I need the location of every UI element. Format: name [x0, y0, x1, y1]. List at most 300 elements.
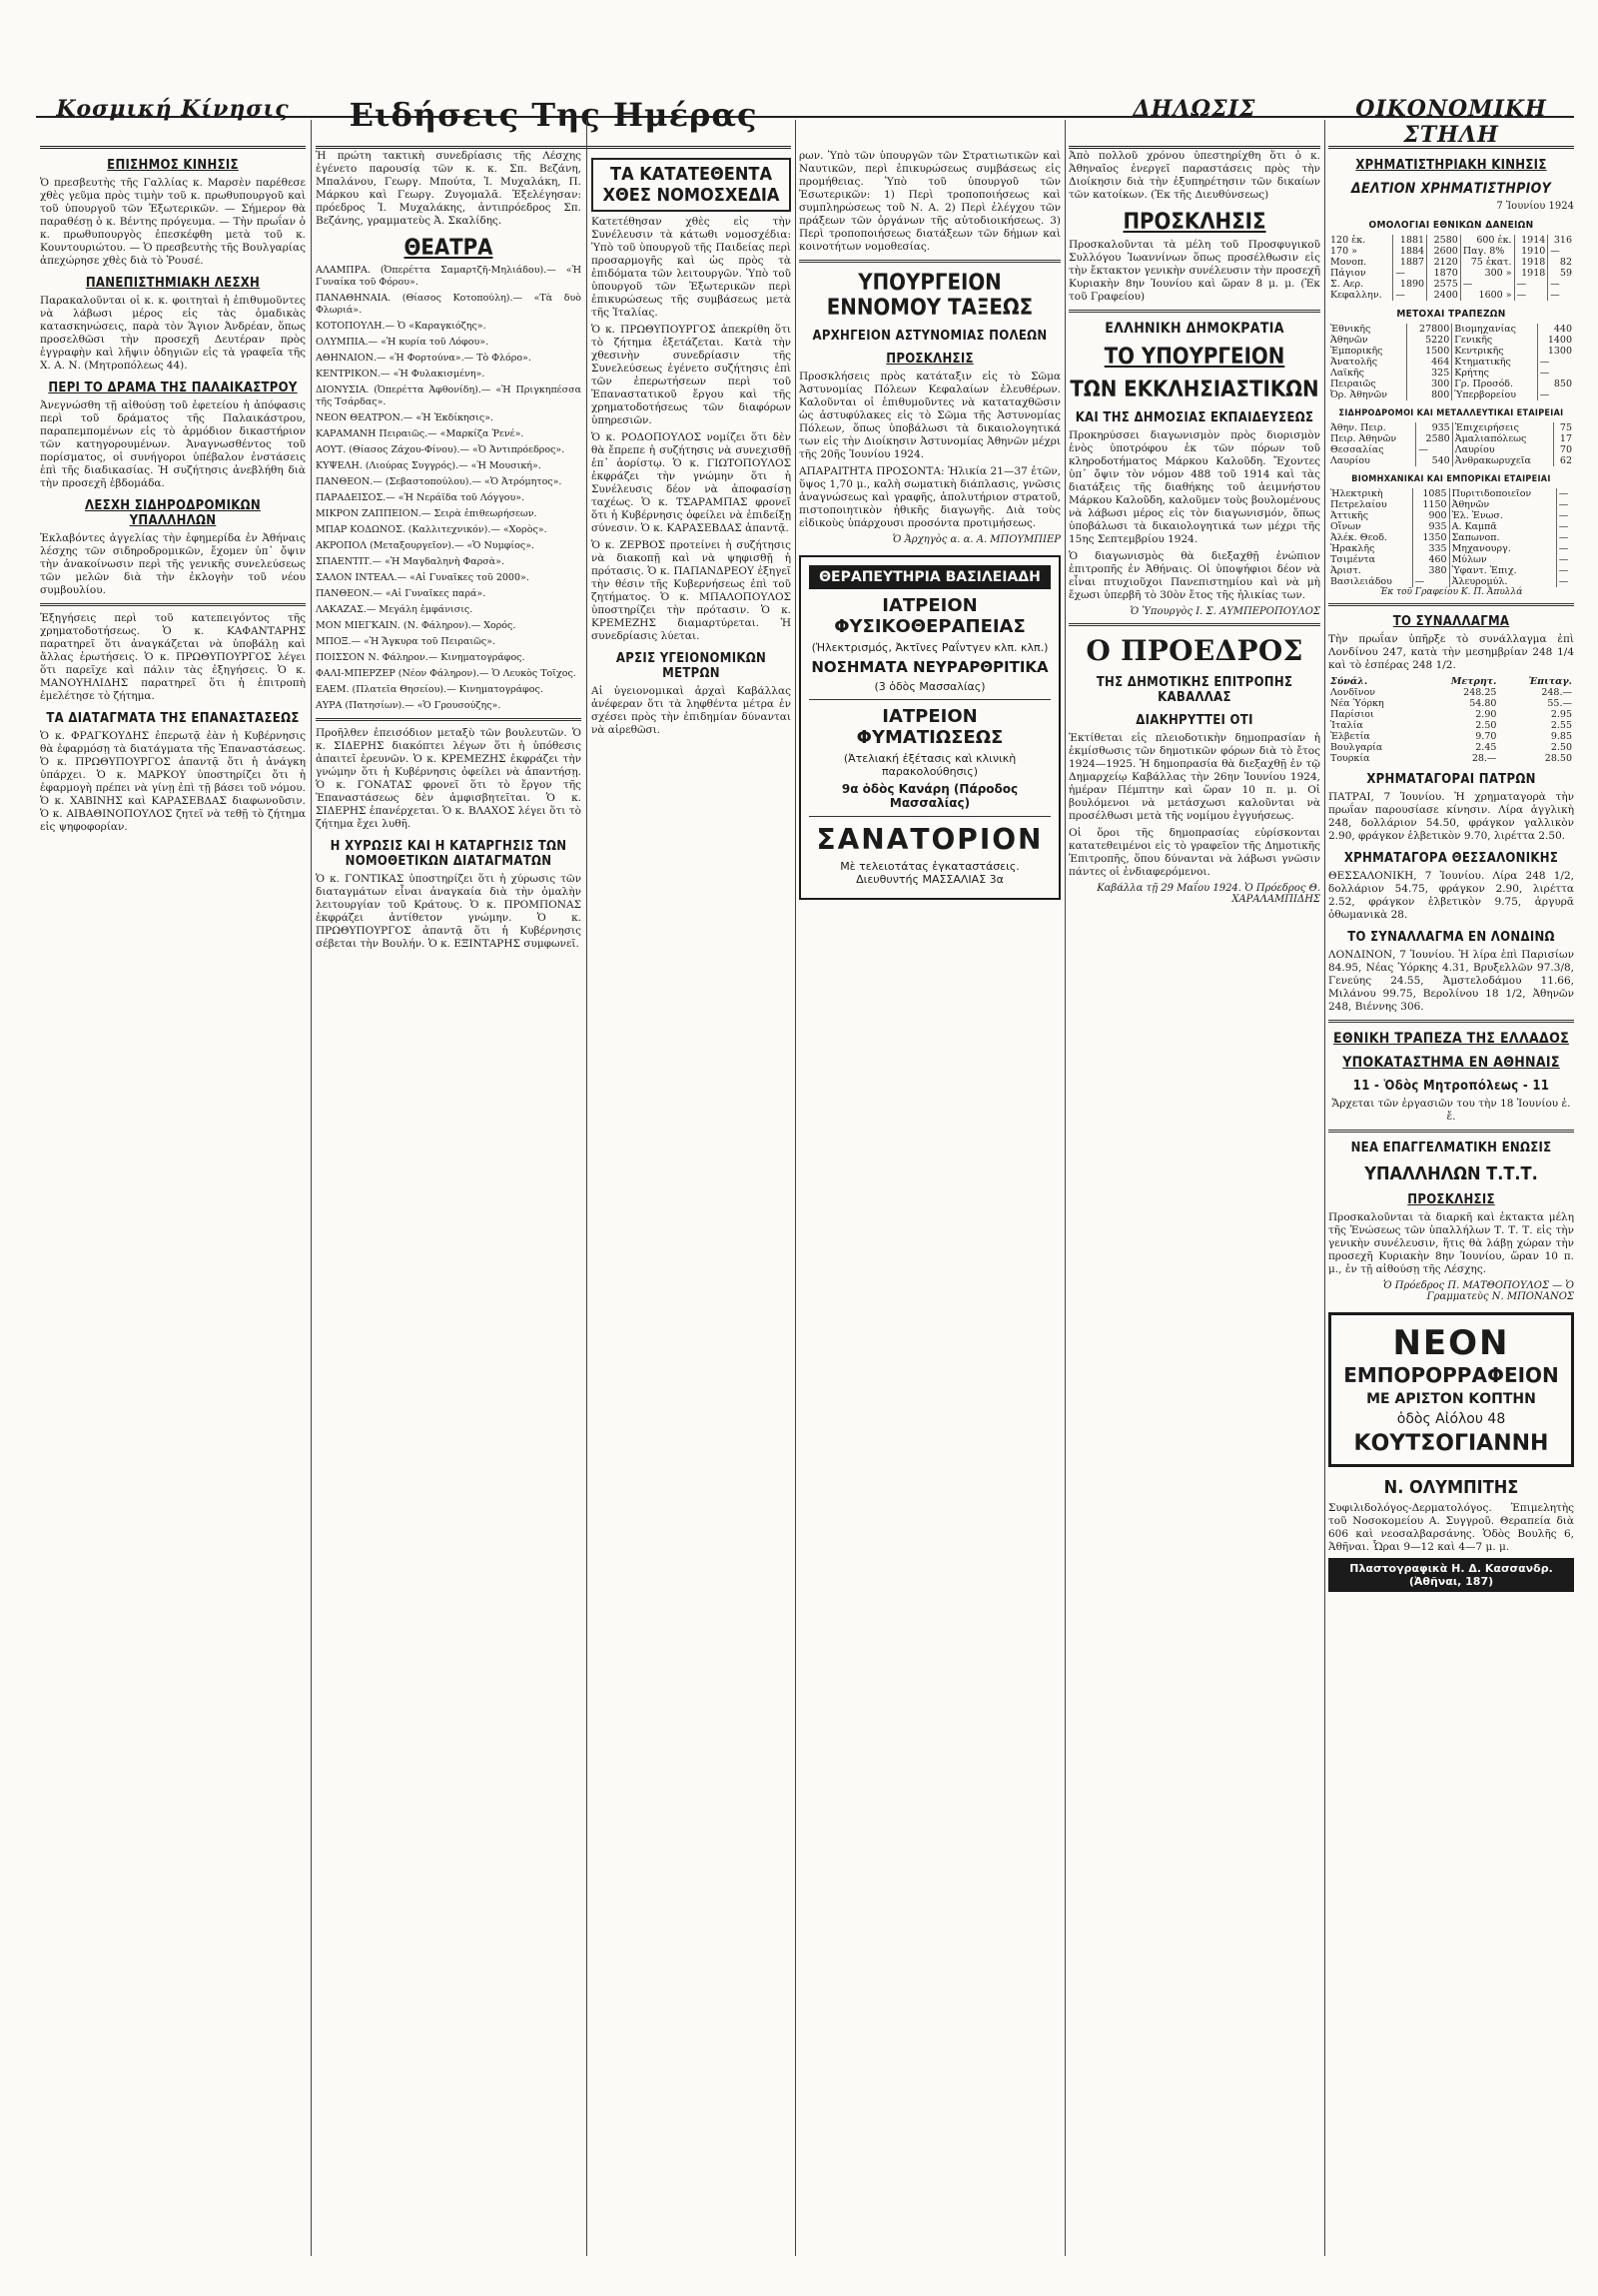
bank-row-cell: 27800 — [1407, 324, 1452, 335]
loan-row-cell: 82 — [1559, 257, 1572, 268]
fx-row — [1328, 731, 1574, 742]
industry-row-cell: — — [1558, 554, 1569, 565]
bank-row-cell: 1400 — [1547, 335, 1572, 346]
banner-eidiseis: Ειδήσεις Της Ημέρας — [316, 96, 791, 149]
industry-row-cell: Ἀττικῆς — [1328, 510, 1412, 521]
loan-row-cell: — — [1550, 246, 1560, 257]
rail-row-cell: — — [1416, 444, 1452, 455]
divider — [316, 718, 581, 721]
loan-row-cell: 75 ἐκατ. — [1460, 257, 1514, 268]
bank-row — [1328, 368, 1574, 379]
signature: Ὁ Ὑπουργὸς Ι. Σ. ΑΥΜΠΕΡΟΠΟΥΛΟΣ — [1130, 606, 1320, 617]
article-text: ρων. Ὑπὸ τῶν ὑπουργῶν τῶν Στρατιωτικῶν καὶ Ναυτικῶν, περὶ ἐπικυρώσεως συμβάσεως εἰς προμήθειας. Ὑπὸ τοῦ ὑπουργοῦ τῶν Ἐσωτερικῶν: 1) Περὶ τροποποιήσεως καὶ συμπληρώσεως τοῦ Ν. Α. 2) Περὶ ἐλέγχου τῶν πράξεων τῶν ὀργάνων τῆς αὐτοδιοικήσεως. 3) Περὶ τροποποιήσεως διατάξεων τῶν δήμων καὶ κοινοτήτων νομοθεσίας. — [799, 150, 1061, 253]
article-text: Ἐκλαβόντες ἀγγελίας τὴν ἐφημερίδα ἐν Ἀθήναις λέσχης τῶν σιδηροδρομικῶν, ἔχομεν ὑπ᾽ ὄψιν τὴν ἀνακοίνωσιν περὶ τῆς γενικῆς συνελεύσεως τῶν μελῶν διὰ τὴν ἐκλογὴν τοῦ νέου συμβουλίου. — [40, 532, 306, 596]
rail-row-cell: 75 — [1559, 422, 1572, 433]
loan-row — [1328, 257, 1574, 268]
rail-row — [1328, 422, 1574, 433]
article-text: Προσκαλοῦνται τὰ διαρκῆ καὶ ἐκτακτα μέλη τῆς Ἑνώσεως τῶν ὑπαλλήλων Τ. Τ. Τ. εἰς τὴν γενικὴν συνέλευσιν, ἥτις θὰ λάβῃ χώραν τὴν προσεχῆ Κυριακὴν 8ην Ἰουνίου, ὥραν 10 π. μ., ἐν τῇ αἰθούσῃ τῆς Λέσχης. — [1328, 1211, 1574, 1275]
bank-row-cell: 1300 — [1547, 346, 1572, 357]
loan-row-cell: — — [1393, 290, 1427, 301]
table-heading: ΟΜΟΛΟΓΙΑΙ ΕΘΝΙΚΩΝ ΔΑΝΕΙΩΝ — [1368, 220, 1534, 231]
article-text: Τὴν πρωΐαν ὑπῆρξε τὸ συνάλλαγμα ἐπὶ Λονδίνου 247, κατὰ τὴν μεσημβρίαν 248 1/4 καὶ τὸ ἑσπέρας 248 1/2. — [1328, 633, 1574, 671]
banner-cosmiki: Κοσμική Κίνησις — [40, 96, 306, 149]
loan-row — [1328, 290, 1574, 301]
loan-row-cell: 2575 — [1427, 279, 1461, 290]
fx-row-cell: 28.50 — [1544, 753, 1572, 764]
industry-row-cell: Πετρελαίου — [1328, 499, 1412, 510]
ad-title: Ν. ΟΛΥΜΠΙΤΗΣ — [1383, 1477, 1519, 1498]
bank-row-cell: Πειραιῶς — [1328, 379, 1407, 389]
rail-row — [1328, 455, 1574, 466]
ad-line: ΝΟΣΗΜΑΤΑ ΝΕΥΡΑΡΘΡΙΤΙΚΑ — [811, 658, 1049, 676]
article-text: Ἀπὸ πολλοῦ χρόνου ὑπεστηρίχθη ὅτι ὁ κ. Ἀθηναῖος ἐνεργεῖ παραστάσεις πρὸς τὴν Διοίκησιν διὰ τὴν ἐξυπηρέτησιν τῶν δικαίων τῶν κατοίκων. (Ἐκ τῆς Διευθύνσεως) — [1069, 150, 1320, 201]
loan-row-cell: 1881 — [1393, 235, 1427, 246]
fx-row-cell: 54.80 — [1469, 698, 1497, 709]
theatre-item: ΑΟΥΤ. (Θίασος Ζάχου-Φίνου).— «Ὁ Ἀντιπρόεδρος». — [316, 444, 565, 455]
headline: ΤΑ ΔΙΑΤΑΓΜΑΤΑ ΤΗΣ ΕΠΑΝΑΣΤΑΣΕΩΣ — [46, 711, 300, 726]
column-nomosxedia — [591, 150, 791, 2256]
bank-row-cell: 5220 — [1407, 335, 1452, 346]
ad-title: ΕΘΝΙΚΗ ΤΡΑΠΕΖΑ ΤΗΣ ΕΛΛΑΔΟΣ — [1332, 1031, 1570, 1047]
article-text: Παρακαλοῦνται οἱ κ. κ. φοιτηταὶ ἡ ἐπιθυμοῦντες νὰ λάβωσι μέρος εἰς τὰς ὁμαδικὰς κατασκηνώσεις, παρὰ τὸν Ἅγιον Ἀνδρέαν, ὅπως προσελθῶσι τὴν προσεχῆ Δευτέραν πρὸς ἐγγραφὴν καὶ λῆψιν ὁδηγιῶν εἰς τὰ γραφεῖα τῆς Χ. Α. Ν. (Μητροπόλεως 44). — [40, 295, 306, 372]
industry-row-cell: — — [1558, 499, 1569, 510]
industry-row — [1328, 499, 1574, 510]
headline: ΕΛΛΗΝΙΚΗ ΔΗΜΟΚΡΑΤΙΑ — [1105, 321, 1284, 337]
source-note: Ἐκ τοῦ Γραφείου Κ. Π. Ἀπυλλά — [1379, 587, 1523, 597]
loan-row-cell: 2120 — [1427, 257, 1461, 268]
signature: Ὁ Ἀρχηγὸς α. α. Α. ΜΠΟΥΜΠΙΕΡ — [892, 534, 1061, 545]
industry-row-cell: — — [1558, 532, 1569, 543]
divider — [1328, 603, 1574, 606]
fx-row-cell: 248.— — [1541, 687, 1572, 698]
fx-row-cell: 248.25 — [1463, 687, 1497, 698]
theatre-item: ΜΙΚΡΟΝ ΖΑΠΠΕΙΟΝ.— Σειρὰ ἐπιθεωρήσεων. — [316, 508, 537, 519]
fx-row-cell: Τουρκία — [1330, 753, 1370, 764]
industry-row-cell: Σαπωνοπ. — [1449, 532, 1556, 543]
loan-row-cell: 1910 — [1514, 246, 1548, 257]
rail-row — [1328, 433, 1574, 444]
column-ypourgeio — [799, 150, 1061, 2256]
bank-row — [1328, 357, 1574, 368]
industry-row — [1328, 565, 1574, 576]
fx-row-cell: 9.70 — [1475, 731, 1497, 742]
industry-row-cell: 1350 — [1412, 532, 1449, 543]
loan-row-cell: Μονοπ. — [1328, 257, 1393, 268]
bank-row-cell: Λαϊκῆς — [1328, 368, 1407, 379]
bank-row-cell: Ἐμπορικῆς — [1328, 346, 1407, 357]
column-theatres — [316, 150, 581, 2256]
industry-row-cell: 900 — [1412, 510, 1449, 521]
bank-row — [1328, 346, 1574, 357]
industry-row-cell: Τσιμέντα — [1328, 554, 1412, 565]
fx-table — [1328, 676, 1574, 764]
column-divider — [795, 120, 796, 2256]
loan-row — [1328, 279, 1574, 290]
loan-row-cell: 1870 — [1427, 268, 1461, 279]
ad-line: 11 - Ὁδὸς Μητροπόλεως - 11 — [1352, 1079, 1550, 1094]
theatre-item: ΚΥΨΕΛΗ. (Λιούρας Συγγρός).— «Ἡ Μουσική». — [316, 460, 541, 471]
industry-row-cell: 1085 — [1412, 488, 1449, 499]
headline: ΑΡΣΙΣ ΥΓΕΙΟΝΟΜΙΚΩΝ ΜΕΤΡΩΝ — [615, 651, 767, 681]
fx-row — [1328, 709, 1574, 720]
theatre-item: ΝΕΟΝ ΘΕΑΤΡΟΝ.— «Ἡ Ἐκδίκησις». — [316, 412, 494, 423]
loan-row-cell: 2580 — [1427, 235, 1461, 246]
ad-line: (3 ὁδὸς Μασσαλίας) — [874, 680, 986, 693]
subheadline: ΚΑΙ ΤΗΣ ΔΗΜΟΣΙΑΣ ΕΚΠΑΙΔΕΥΣΕΩΣ — [1075, 410, 1314, 425]
fx-row — [1328, 742, 1574, 753]
industry-row-cell: Μηχανουργ. — [1449, 543, 1556, 554]
theatre-item: ΑΘΗΝΑΙΟΝ.— «Ἡ Φορτούνα».— Τὸ Φλόρο». — [316, 353, 531, 364]
headline: ΥΠΑΛΛΗΛΩΝ Τ.Τ.Τ. — [1364, 1163, 1538, 1184]
loan-row-cell: 2400 — [1427, 290, 1461, 301]
loan-row-cell: — — [1460, 279, 1514, 290]
rail-row-cell: Θεσσαλίας — [1328, 444, 1416, 455]
theatre-item: ΚΟΤΟΠΟΥΛΗ.— Ὁ «Καραγκιόζης». — [316, 321, 486, 332]
subheadline: ΠΡΟΣΚΛΗΣΙΣ — [886, 352, 974, 367]
subheadline: ΑΡΧΗΓΕΙΟΝ ΑΣΤΥΝΟΜΙΑΣ ΠΟΛΕΩΝ — [812, 329, 1048, 344]
headline: ΕΠΙΣΗΜΟΣ ΚΙΝΗΣΙΣ — [107, 158, 239, 173]
bank-row-cell: Γρ. Προσόδ. — [1452, 379, 1537, 389]
ad-line: ΚΟΥΤΣΟΓΙΑΝΝΗ — [1353, 1431, 1549, 1456]
article-text: ΑΠΑΡΑΙΤΗΤΑ ΠΡΟΣΟΝΤΑ: Ἡλικία 21—37 ἐτῶν, ὕψος 1,70 μ., καλὴ σωματικὴ διάπλασις, γνῶσις ἀναγνώσεως καὶ γραφῆς, ἀπολυτήριον στρατοῦ, πιστοποιητικὸν ἠθικῆς διαγωγῆς. Διὰ τοὺς εἰδικοὺς ὑπάρχουσι προσόντα προτιμήσεως. — [799, 465, 1061, 529]
article-text: Ἡ πρώτη τακτικὴ συνεδρίασις τῆς Λέσχης ἐγένετο παρουσίᾳ τῶν κ. κ. Σπ. Βεζάνη, Μπαλάνου, Γεωργ. Μπούτα, Ἰ. Μυχαλάκη, Π. Μάρκου καὶ Γεωργ. Ζυγομαλᾶ. Ἐξελέγησαν: πρόεδρος Ἰ. Μυχαλάκης, ἀντιπρόεδρος Σπ. Βεζάνης, γραμματεὺς Ἀ. Σκαλίδης. — [316, 150, 581, 227]
column-divider — [1065, 120, 1066, 2256]
column-cosmiki — [40, 150, 306, 2256]
bank-row-cell: Κεντρικῆς — [1452, 346, 1537, 357]
fx-col-header: Ἐπιταγ. — [1528, 676, 1572, 687]
industry-row-cell: — — [1558, 510, 1569, 521]
industry-row-cell: Ἀθηνῶν — [1449, 499, 1556, 510]
article-text: Κατετέθησαν χθὲς εἰς τὴν Συνέλευσιν τὰ κάτωθι νομοσχέδια: Ὑπὸ τοῦ ὑπουργοῦ τῆς Παιδείας περὶ προσαρμογῆς καὶ ὡς πρὸς τὰ ἐπιδόματα τῶν λειτουργῶν. Ὑπὸ τοῦ ὑπουργοῦ τῶν Ἐξωτερικῶν περὶ ἐπικυρώσεως τῆς συμβάσεως μετὰ τῆς Ἰταλίας. — [591, 216, 791, 319]
industry-row-cell: Μύλων — [1449, 554, 1556, 565]
article-text: Ὁ κ. ΖΕΡΒΟΣ προτείνει ἡ συζήτησις νὰ διακοπῇ καὶ νὰ ψηφισθῇ ἡ πρότασις. Ὁ κ. ΠΑΠΑΝΔΡΕΟΥ ἐξηγεῖ τὴν θέσιν τῆς Κυβερνήσεως ἐπὶ τοῦ ζητήματος. Ὁ κ. ΜΠΑΛΟΠΟΥΛΟΣ ὑποστηρίζει τὴν πρότασιν. Ὁ κ. ΚΡΕΜΕΖΗΣ διαμαρτύρεται. Ἡ συνεδρίασις λύεται. — [591, 539, 791, 642]
theatre-item: ΑΚΡΟΠΟΛ (Μεταξουργεῖον).— «Ὁ Νυμφίος». — [316, 540, 535, 551]
theatre-item: ΛΑΚΑΖΑΣ.— Μεγάλη ἐμφάνισις. — [316, 604, 473, 615]
headline-nomosxedia: ΤΑ ΚΑΤΑΤΕΘΕΝΤΑ ΧΘΕΣ ΝΟΜΟΣΧΕΔΙΑ — [591, 158, 791, 212]
rail-row-cell: 70 — [1559, 444, 1572, 455]
theatre-item: ΑΛΑΜΠΡΑ. (Ὀπερέττα Σαμαρτζῆ-Μηλιάδου).— «Ἡ Γυναίκα τοῦ Φόρου». — [316, 265, 581, 288]
theatre-item: ΔΙΟΝΥΣΙΑ. (Ὀπερέττα Ἀφθονίδη).— «Ἡ Πριγκηπέσσα τῆς Τσάρδας». — [316, 384, 581, 407]
industry-row-cell: Ἀλευρομύλ. — [1449, 576, 1556, 587]
column-divider — [311, 120, 312, 2256]
bank-row-cell: 850 — [1553, 379, 1572, 389]
industry-row-cell: Ὑφαντ. Ἐπιχ. — [1449, 565, 1556, 576]
industry-row-cell: Βασιλειάδου — [1328, 576, 1412, 587]
industry-row-cell: — — [1558, 543, 1569, 554]
theatre-item: ΠΑΝΘΕΟΝ.— «Αἱ Γυναῖκες παρά». — [316, 588, 486, 599]
theatre-item: ΜΠΟΞ.— «Ἡ Ἄγκυρα τοῦ Πειραιῶς». — [316, 636, 495, 647]
subheadline: ΠΡΟΣΚΛΗΣΙΣ — [1407, 1192, 1495, 1207]
column-diloseis — [1069, 150, 1320, 2256]
article-text: Ὁ κ. ΠΡΩΘΥΠΟΥΡΓΟΣ ἀπεκρίθη ὅτι τὸ ζήτημα ἐξετάζεται. Κατὰ τὴν χθεσινὴν συνεδρίασιν τῆς Συνελεύσεως ἐγένετο συζήτησις ἐπὶ τῶν ἐπερωτήσεων περὶ τοῦ Ἐπαναστατικοῦ ἔργου καὶ τῆς χρηματοδοτήσεως τῶν διαφόρων ὑπηρεσιῶν. — [591, 324, 791, 426]
article-text: ΘΕΣΣΑΛΟΝΙΚΗ, 7 Ἰουνίου. Λίρα 248 1/2, δολλάριον 54.75, φράγκον 2.90, λιρέττα 2.52, φράγκον ἑλβετικὸν 9.75, ἀργυρᾶ ὀθωμανικὰ 28. — [1328, 870, 1574, 921]
theatre-item: ΣΠΑΕΝΤΙΤ.— «Ἡ Μαγδαληνὴ Φαρσὰ». — [316, 556, 505, 567]
loan-row-cell: — — [1514, 290, 1548, 301]
article-text: Ὁ πρεσβευτὴς τῆς Γαλλίας κ. Μαρσὲν παρέθεσε χθὲς γεῦμα πρὸς τιμὴν τοῦ κ. πρωθυπουργοῦ καὶ τοῦ ὑπουργοῦ τῶν Ἐξωτερικῶν. — Σήμερον θὰ παραθέσῃ ὁ κ. Βέντης πρόγευμα. — Τὴν πρωΐαν ὁ κ. πρωθυπουργὸς ἐπεσκέφθη μετὰ τοῦ κ. Κουντουριώτου. — Ὁ πρεσβευτὴς τῆς Βουλγαρίας ἀπεχώρησε χθὲς διὰ τὸ Ῥουσέ. — [40, 177, 306, 267]
industry-row — [1328, 488, 1574, 499]
article-text: Ὁ κ. ΡΟΔΟΠΟΥΛΟΣ νομίζει ὅτι δὲν θὰ ἔπρεπε ἡ συζήτησις νὰ συνεχισθῇ ἐπ᾽ ἀορίστῳ. Ὁ κ. ΓΙΩΤΟΠΟΥΛΟΣ ἐκφράζει τὴν γνώμην ὅτι ἡ Συνέλευσις δέον νὰ ἀποφασίσῃ ταχέως. Ὁ κ. ΤΣΑΡΑΜΠΑΣ φρονεῖ ὅτι ἡ Κυβέρνησις ὀφείλει νὰ ἐπιδείξῃ σύνεσιν. Ὁ κ. ΚΑΡΑΣΕΒΔΑΣ ἀπαντᾷ. — [591, 431, 791, 534]
loan-row-cell: — — [1514, 279, 1548, 290]
industry-row-cell: Ἀλέκ. Θεοδ. — [1328, 532, 1412, 543]
theatre-item: ΠΟΙΣΣΟΝ Ν. Φάληρον.— Κινηματογράφος. — [316, 652, 525, 663]
industry-row — [1328, 554, 1574, 565]
loan-row-cell: — — [1550, 279, 1560, 290]
rail-row-cell: Ἀνθρακωρυχεῖα — [1452, 455, 1553, 466]
column-divider — [1324, 120, 1325, 2256]
loan-row-cell: Πάγιον — [1328, 268, 1393, 279]
theatre-item: ΣΑΛΟΝ ΙΝΤΕΑΛ.— «Αἱ Γυναῖκες τοῦ 2000». — [316, 572, 529, 583]
ad-line: 9α ὁδὸς Κανάρη (Πάροδος Μασσαλίας) — [841, 782, 1019, 810]
industry-row-cell: Πυριτιδοποιεῖον — [1449, 488, 1556, 499]
rail-row-cell: Ἀθην. Πειρ. — [1328, 422, 1416, 433]
loan-row-cell: 1600 » — [1460, 290, 1514, 301]
headline: Η ΧΥΡΩΣΙΣ ΚΑΙ Η ΚΑΤΑΡΓΗΣΙΣ ΤΩΝ ΝΟΜΟΘΕΤΙΚΩΝ ΔΙΑΤΑΓΜΑΤΩΝ — [330, 839, 567, 869]
rail-row-cell: Πειρ. Ἀθηνῶν — [1328, 433, 1416, 444]
rail-row-cell: 540 — [1416, 455, 1452, 466]
headline-theatres: ΘΕΑΤΡΑ — [403, 236, 493, 261]
loan-row — [1328, 235, 1574, 246]
banner-oikonomiki: ΟΙΚΟΝΟΜΙΚΗ ΣΤΗΛΗ — [1328, 96, 1574, 149]
bank-row-cell: 300 — [1407, 379, 1452, 389]
article-text: Προσκαλοῦνται τὰ μέλη τοῦ Προσφυγικοῦ Συλλόγου Ἰωαννίνων ὅπως προσέλθωσιν εἰς τὴν ἔκτακτον γενικὴν συνέλευσιν τὴν προσεχῆ Κυριακὴν 8ην Ἰουνίου καὶ ὥραν 8 μ. μ. (Ἐκ τοῦ Γραφείου) — [1069, 239, 1320, 303]
industry-row-cell: — — [1558, 565, 1569, 576]
bank-row-cell: 464 — [1407, 357, 1452, 368]
rail-table — [1328, 422, 1574, 466]
ad-line: ΙΑΤΡΕΙΟΝ ΦΥΣΙΚΟΘΕΡΑΠΕΙΑΣ — [834, 595, 1026, 637]
fx-row-cell: 2.45 — [1475, 742, 1497, 753]
loan-row-cell: — — [1393, 268, 1427, 279]
loan-row-cell: 1887 — [1393, 257, 1427, 268]
column-divider — [586, 120, 587, 2256]
bank-row — [1328, 324, 1574, 335]
bank-row-cell: Γενικῆς — [1452, 335, 1537, 346]
bank-row-cell: Κτηματικῆς — [1452, 357, 1537, 368]
divider — [1069, 310, 1320, 313]
ad-empororrafeion — [1328, 1312, 1574, 1467]
fx-row-cell: Ἰταλία — [1330, 720, 1363, 731]
fx-row-cell: 55.— — [1547, 698, 1572, 709]
loan-row-cell: Κεφαλλην. — [1328, 290, 1393, 301]
article-text: ΠΑΤΡΑΙ, 7 Ἰουνίου. Ἡ χρηματαγορὰ τὴν πρωΐαν παρουσίασε κίνησιν. Λίρα ἀγγλικὴ 248, δολλάριον 54.50, φράγκον γαλλικὸν 2.90, φράγκον ἑλβετικὸν 9.70, λιρέττα 2.50. — [1328, 791, 1574, 842]
industry-row-cell: Α. Καμπᾶ — [1449, 521, 1556, 532]
ad-title: ΘΕΡΑΠΕΥΤΗΡΙΑ ΒΑΣΙΛΕΙΑΔΗ — [809, 565, 1051, 589]
theatre-item: ΦΑΛΙ-ΜΠΕΡΖΕΡ (Νέον Φάληρον).— Ὁ Λευκὸς Τοῖχος. — [316, 668, 576, 679]
bank-row-cell: 1500 — [1407, 346, 1452, 357]
ad-therapeutiria — [799, 555, 1061, 900]
loan-row-cell: 120 ἐκ. — [1328, 235, 1393, 246]
headline: ΠΑΝΕΠΙΣΤΗΜΙΑΚΗ ΛΕΣΧΗ — [85, 276, 261, 291]
bank-row-cell: Βιομηχανίας — [1452, 324, 1537, 335]
industry-row-cell: — — [1558, 576, 1569, 587]
bank-row-cell: Ἐθνικῆς — [1328, 324, 1407, 335]
bank-row-cell: Κρήτης — [1452, 368, 1537, 379]
divider — [1069, 623, 1320, 626]
divider — [809, 816, 1051, 817]
headline: ΤΩΝ ΕΚΚΛΗΣΙΑΣΤΙΚΩΝ — [1070, 378, 1319, 402]
ad-line: ΥΠΟΚΑΤΑΣΤΗΜΑ ΕΝ ΑΘΗΝΑΙΣ — [1342, 1055, 1560, 1071]
loan-row-cell: — — [1550, 290, 1560, 301]
rail-row-cell: 17 — [1559, 433, 1572, 444]
date: 7 Ἰουνίου 1924 — [1496, 201, 1574, 212]
headline: ΠΡΟΣΚΛΗΣΙΣ — [1123, 210, 1266, 235]
bank-row-cell: Ὀρ. Ἀθηνῶν — [1328, 389, 1407, 400]
loan-row-cell: 300 » — [1460, 268, 1514, 279]
bank-row-cell: Ὑπερβορείου — [1452, 389, 1537, 400]
industry-row — [1328, 576, 1574, 587]
ad-line: ΜΕ ΑΡΙΣΤΟΝ ΚΟΠΤΗΝ — [1366, 1391, 1536, 1407]
loan-row-cell: 1918 — [1514, 268, 1548, 279]
fx-row-cell: 2.95 — [1550, 709, 1572, 720]
ad-line: (Ἀτελιακή ἐξέτασις καὶ κλινικὴ παρακολούθησις) — [843, 752, 1017, 778]
bank-row-cell: — — [1539, 368, 1550, 379]
fx-row-cell: 2.50 — [1475, 720, 1497, 731]
rail-row-cell: Ἐπιχειρήσεις — [1452, 422, 1553, 433]
rail-row-cell: 935 — [1416, 422, 1452, 433]
industry-row-cell: Ἡρακλῆς — [1328, 543, 1412, 554]
bank-row-cell: Ἀνατολῆς — [1328, 357, 1407, 368]
divider — [1328, 1130, 1574, 1133]
fx-row-cell: Βουλγαρία — [1330, 742, 1383, 753]
fx-row-cell: 2.90 — [1475, 709, 1497, 720]
industry-row-cell: 1150 — [1412, 499, 1449, 510]
subheadline: ΔΕΛΤΙΟΝ ΧΡΗΜΑΤΙΣΤΗΡΙΟΥ — [1350, 181, 1552, 197]
fx-row-cell: 9.85 — [1550, 731, 1572, 742]
theatre-item: ΜΟΝ ΜΙΕΓΚΑΙΝ. (Ν. Φάληρον).— Χορός. — [316, 620, 516, 631]
theatre-item: ΚΑΡΑΜΑΝΗ Πειραιῶς.— «Μαρκίζα Ῥενέ». — [316, 428, 524, 439]
industry-row-cell: 380 — [1412, 565, 1449, 576]
industry-row — [1328, 510, 1574, 521]
headline: ΧΡΗΜΑΤΑΓΟΡΑ ΘΕΣΣΑΛΟΝΙΚΗΣ — [1343, 851, 1559, 866]
loan-row-cell: 59 — [1559, 268, 1572, 279]
loan-row-cell: 170 » — [1328, 246, 1393, 257]
headline: ΧΡΗΜΑΤΙΣΤΗΡΙΑΚΗ ΚΙΝΗΣΙΣ — [1355, 158, 1547, 173]
headline: ΧΡΗΜΑΤΑΓΟΡΑΙ ΠΑΤΡΩΝ — [1366, 772, 1536, 787]
rail-row — [1328, 444, 1574, 455]
ad-line: ὁδὸς Αἰόλου 48 — [1396, 1411, 1506, 1427]
industry-row — [1328, 521, 1574, 532]
subheadline: ΔΙΑΚΗΡΥΤΤΕΙ ΟΤΙ — [1136, 713, 1253, 728]
article-text: Προῆλθεν ἐπεισόδιον μεταξὺ τῶν βουλευτῶν. Ὁ κ. ΣΙΔΕΡΗΣ διακόπτει λέγων ὅτι ἡ ὑπόθεσις ἀπαιτεῖ ἐρευνῶν. Ὁ κ. ΚΡΕΜΕΖΗΣ ἐκφράζει τὴν γνώμην ὅτι ἡ Κυβέρνησις ὀφείλει νὰ ἀπαντήσῃ. Ὁ κ. ΓΟΝΑΤΑΣ φρονεῖ ὅτι τὸ ἔργον τῆς Ἐπαναστάσεως δὲν ἀμφισβητεῖται. Ὁ κ. ΣΙΔΕΡΗΣ ἐπανέρχεται. Ὁ κ. ΒΛΑΧΟΣ λέγει ὅτι τὸ ζήτημα ἔχει λυθῆ. — [316, 727, 581, 830]
theatre-item: ΕΑΕΜ. (Πλατεῖα Θησείου).— Κινηματογράφος. — [316, 684, 543, 695]
fx-col-header: Μετρητ. — [1450, 676, 1497, 687]
loans-table — [1328, 235, 1574, 301]
divider — [799, 260, 1061, 263]
headline: Ο ΠΡΟΕΔΡΟΣ — [1086, 634, 1303, 667]
fx-row-cell: Λονδῖνον — [1330, 687, 1376, 698]
bank-row-cell: — — [1539, 357, 1550, 368]
article-text: ΛΟΝΔΙΝΟΝ, 7 Ἰουνίου. Ἡ λίρα ἐπὶ Παρισίων 84.95, Νέας Ὑόρκης 4.31, Βρυξελλῶν 97.3/8, Γενεύης 24.55, Ἀμστελοδάμου 11.66, Μιλάνου 99.75, Βερολίνου 18 1/2, Ἀθηνῶν 248, Βιέννης 306. — [1328, 949, 1574, 1013]
theatre-item: ΠΑΡΑΔΕΙΣΟΣ.— «Ἡ Νεράϊδα τοῦ Λόγγου». — [316, 492, 525, 503]
ad-line: ΝΕΟΝ — [1392, 1323, 1510, 1363]
column-oikonomiki — [1328, 150, 1574, 2256]
industry-row-cell: — — [1412, 576, 1449, 587]
article-text: Αἱ ὑγειονομικαὶ ἀρχαὶ Καβάλλας ἀνέφεραν ὅτι τὰ ληφθέντα μέτρα ἐν σχέσει πρὸς τὴν ἐπιδημίαν δύνανται νὰ αἰρεθῶσι. — [591, 685, 791, 736]
table-heading: ΒΙΟΜΗΧΑΝΙΚΑΙ ΚΑΙ ΕΜΠΟΡΙΚΑΙ ΕΤΑΙΡΕΙΑΙ — [1351, 474, 1551, 484]
article-text: Ὁ διαγωνισμὸς θὰ διεξαχθῇ ἐνώπιον ἐπιτροπῆς ἐν Ἀθήναις. Οἱ ὑποψήφιοι δέον νὰ εἶναι πτυχιοῦχοι Πανεπιστημίου καὶ νὰ μὴ ἔχωσι ὑπερβῆ τὸ 30ὸν ἔτος τῆς ἡλικίας των. — [1069, 550, 1320, 601]
signature: Καβάλλα τῇ 29 Μαΐου 1924. Ὁ Πρόεδρος Θ. ΧΑΡΑΛΑΜΠΙΔΗΣ — [1097, 883, 1320, 905]
fx-row-cell: Ἑλβετία — [1330, 731, 1370, 742]
divider — [1328, 1020, 1574, 1023]
loan-row — [1328, 246, 1574, 257]
loan-row-cell: Παγ. 8% — [1460, 246, 1514, 257]
fx-row-cell: Νέα Ὑόρκη — [1330, 698, 1384, 709]
loan-row-cell: Σ. Αερ. — [1328, 279, 1393, 290]
industry-row-cell: Ἠλεκτρικὴ — [1328, 488, 1412, 499]
article-text: Ἐκτίθεται εἰς πλειοδοτικὴν δημοπρασίαν ἡ ἐκμίσθωσις τῶν δημοτικῶν φόρων διὰ τὸ ἔτος 1924—1925. Ἡ δημοπρασία θὰ διεξαχθῇ ἐν τῷ Δημαρχείῳ Καβάλλας τὴν 26ην Ἰουνίου 1924, ἡμέραν Πέμπτην καὶ ὥραν 10 π. μ. Οἱ βουλόμενοι νὰ μετάσχωσι καλοῦνται νὰ προσέλθωσι μετὰ τῆς νομίμου ἐγγυήσεως. — [1069, 732, 1320, 822]
rail-row-cell: 2580 — [1416, 433, 1452, 444]
headline: ΤΟ ΣΥΝΑΛΛΑΓΜΑ — [1392, 614, 1510, 629]
theatre-list — [316, 265, 581, 712]
ad-line: Ἄρχεται τῶν ἐργασιῶν του τὴν 18 Ἰουνίου ἐ. ἔ. — [1331, 1098, 1571, 1123]
industry-table — [1328, 488, 1574, 587]
theatre-item: ΠΑΝΑΘΗΝΑΙΑ. (Θίασος Κοτοπούλη).— «Τὰ δυὸ Φλωριά». — [316, 293, 581, 316]
bank-row-cell: — — [1539, 389, 1550, 400]
industry-row-cell: Ἐλ. Ἐνωσ. — [1449, 510, 1556, 521]
industry-row-cell: 935 — [1412, 521, 1449, 532]
table-heading: ΣΙΔΗΡΟΔΡΟΜΟΙ ΚΑΙ ΜΕΤΑΛΛΕΥΤΙΚΑΙ ΕΤΑΙΡΕΙΑΙ — [1338, 408, 1564, 418]
bank-row-cell: 440 — [1553, 324, 1572, 335]
loan-row-cell: 1914 — [1514, 235, 1548, 246]
fx-row — [1328, 720, 1574, 731]
fx-row — [1328, 753, 1574, 764]
bank-row — [1328, 389, 1574, 400]
loan-row-cell: 316 — [1553, 235, 1572, 246]
industry-row — [1328, 532, 1574, 543]
rail-row-cell: 62 — [1559, 455, 1572, 466]
signature: Ὁ Πρόεδρος Π. ΜΑΤΘΟΠΟΥΛΟΣ — Ὁ Γραμματεὺς Ν. ΜΠΟΝΑΝΟΣ — [1382, 1280, 1574, 1302]
headline: ΠΕΡΙ ΤΟ ΔΡΑΜΑ ΤΗΣ ΠΑΛΑΙΚΑΣΤΡΟΥ — [48, 381, 298, 395]
article-text: Προκηρύσσει διαγωνισμὸν πρὸς διορισμὸν ἑνὸς ὑποτρόφου ἐκ τῶν πόρων τοῦ κληροδοτήματος Μάρκου Καλοῦδη. Ἔχοντες ὑπ᾽ ὄψιν τὸν νόμον 488 τοῦ 1914 καὶ τὰς διατάξεις τῆς διαθήκης τοῦ ἀειμνήστου Μάρκου Καλοῦδη, καλοῦμεν τοὺς βουλομένους νὰ λάβωσι μέρος εἰς τὸν διαγωνισμόν, ὅπως ὑποβάλωσι τὰ δικαιολογητικά των μέχρι τῆς 15ης Σεπτεμβρίου 1924. — [1069, 429, 1320, 545]
table-heading: ΜΕΤΟΧΑΙ ΤΡΑΠΕΖΩΝ — [1396, 309, 1506, 320]
bank-row-cell: 325 — [1407, 368, 1452, 379]
divider — [809, 699, 1051, 700]
article-text: Ἐξηγήσεις περὶ τοῦ κατεπειγόντος τῆς χρηματοδοτήσεως. Ὁ κ. ΚΑΦΑΝΤΑΡΗΣ παρατηρεῖ ὅτι ἀναγκάζεται νὰ ὑποβάλῃ καὶ ἄλλας ἐρωτήσεις. Ὁ κ. ΠΡΩΘΥΠΟΥΡΓΟΣ λέγει ὅτι παρεῖχε καὶ πάλιν τὰς ἐξηγήσεις. Ὁ κ. ΜΑΝΟΥΗΛΙΔΗΣ παρατηρεῖ ὅτι ἡ ἐπιτροπὴ ἐμελέτησε τὸ ζήτημα. — [40, 612, 306, 702]
theatre-item: ΜΠΑΡ ΚΟΔΩΝΟΣ. (Καλλιτεχνικόν).— «Χορὸς». — [316, 524, 547, 535]
industry-row-cell: 335 — [1412, 543, 1449, 554]
fx-row-cell: Παρίσιοι — [1330, 709, 1374, 720]
loan-row-cell: 600 ἐκ. — [1460, 235, 1514, 246]
article-text: Ὁ κ. ΦΡΑΓΚΟΥΔΗΣ ἐπερωτᾷ ἐὰν ἡ Κυβέρνησις θὰ ἐφαρμόσῃ τὰ διατάγματα τῆς Ἐπαναστάσεως. Ὁ κ. ΠΡΩΘΥΠΟΥΡΓΟΣ ἀπαντᾷ ὅτι ἡ ἀνάγκη ὑπάρχει. Ὁ κ. ΜΑΡΚΟΥ ὑποστηρίζει ὅτι ἡ ἐφαρμογὴ πρέπει νὰ γίνῃ ἐπὶ τῇ βάσει τοῦ νόμου. Ὁ κ. ΧΑΒΙΝΗΣ καὶ ΚΑΡΑΣΕΒΔΑΣ διαφωνοῦσιν. Ὁ κ. ΑΙΒΑΘΙΝΟΠΟΥΛΟΣ ζητεῖ νὰ τεθῇ τὸ ζήτημα εἰς ψηφοφορίαν. — [40, 730, 306, 833]
headline: ΤΟ ΣΥΝΑΛΛΑΓΜΑ ΕΝ ΛΟΝΔΙΝΩ — [1347, 930, 1555, 945]
article-text: Ἀνεγνώσθη τῇ αἰθούσῃ τοῦ ἐφετείου ἡ ἀπόφασις περὶ τοῦ δράματος τῆς Παλαικάστρου, παραπεμπομένων εἰς τὸ ἁρμόδιον δικαστήριον τῶν κατηγορουμένων. Ἀναγνωσθέντος τοῦ πορίσματος, οἱ συνήγοροι ὑπέβαλον ἐνστάσεις ἐπὶ τῆς διαδικασίας. Ἡ συζήτησις ἀνεβλήθη διὰ τὴν προσεχῆ ἑβδομάδα. — [40, 399, 306, 489]
industry-row-cell: 460 — [1412, 554, 1449, 565]
ad-line: ΙΑΤΡΕΙΟΝ ΦΥΜΑΤΙΩΣΕΩΣ — [856, 706, 1004, 748]
fx-row-cell: 2.50 — [1550, 742, 1572, 753]
loan-row — [1328, 268, 1574, 279]
headline-ypourgeio: ΥΠΟΥΡΓΕΙΟΝ ΕΝΝΟΜΟΥ ΤΑΞΕΩΣ — [826, 271, 1034, 321]
bank-row — [1328, 379, 1574, 389]
bank-ad — [1328, 1031, 1574, 1124]
article-text: Οἱ ὅροι τῆς δημοπρασίας εὑρίσκονται κατατεθειμένοι εἰς τὸ γραφεῖον τῆς Δημοτικῆς Ἐπιτροπῆς, ὅπου δύνανται νὰ λάβωσι γνῶσιν πάντες οἱ ἐνδιαφερόμενοι. — [1069, 827, 1320, 878]
rail-row-cell: Ἀμαλιαπόλεως — [1452, 433, 1553, 444]
bank-row-cell: 800 — [1407, 389, 1452, 400]
industry-row — [1328, 543, 1574, 554]
ad-line: Μὲ τελειοτάτας ἐγκαταστάσεις. Διευθυντής ΜΑΣΣΑΛΙΑΣ 3α — [840, 860, 1020, 886]
rail-row-cell: Λαυρίου — [1452, 444, 1553, 455]
ad-line: (Ἠλεκτρισμός, Ἀκτῖνες Ραΐντγεν κλπ. κλπ.) — [811, 641, 1049, 654]
theatre-item: ΟΛΥΜΠΙΑ.— «Ἡ κυρία τοῦ Λόφου». — [316, 337, 489, 348]
rail-row-cell: Λαυρίου — [1328, 455, 1416, 466]
fx-row-cell: 28.— — [1471, 753, 1497, 764]
divider — [40, 603, 306, 606]
article-text: Ὁ κ. ΓΟΝΤΙΚΑΣ ὑποστηρίζει ὅτι ἡ χύρωσις τῶν διαταγμάτων εἶναι ἀναγκαία διὰ τὴν ὁμαλὴν λειτουργίαν τοῦ Κράτους. Ὁ κ. ΠΡΟΜΠΟΝΑΣ ἐκφράζει ἀντίθετον γνώμην. Ὁ κ. ΠΡΩΘΥΠΟΥΡΓΟΣ ἀπαντᾷ ὅτι ἡ Κυβέρνησις σέβεται τὴν Βουλήν. Ὁ κ. ΕΞΙΝΤΑΡΗΣ συμφωνεῖ. — [316, 873, 581, 950]
loan-row-cell: 2600 — [1427, 246, 1461, 257]
industry-row-cell: Ἀριστ. — [1328, 565, 1412, 576]
article-text: Συφιλιδολόγος-Δερματολόγος. Ἐπιμελητὴς τοῦ Νοσοκομείου Α. Συγγροῦ. Θεραπεία διὰ 606 καὶ νεοσαλβαρσάνης. Ὁδὸς Βουλῆς 6, Ἀθῆναι. Ὧραι 9—12 καὶ 4—7 μ. μ. — [1328, 1502, 1574, 1553]
bank-row — [1328, 335, 1574, 346]
industry-row-cell: — — [1558, 521, 1569, 532]
theatre-item: ΠΑΝΘΕΟΝ.— (Σεβαστοπούλου).— «Ὁ Ἀτρόμητος». — [316, 476, 562, 487]
